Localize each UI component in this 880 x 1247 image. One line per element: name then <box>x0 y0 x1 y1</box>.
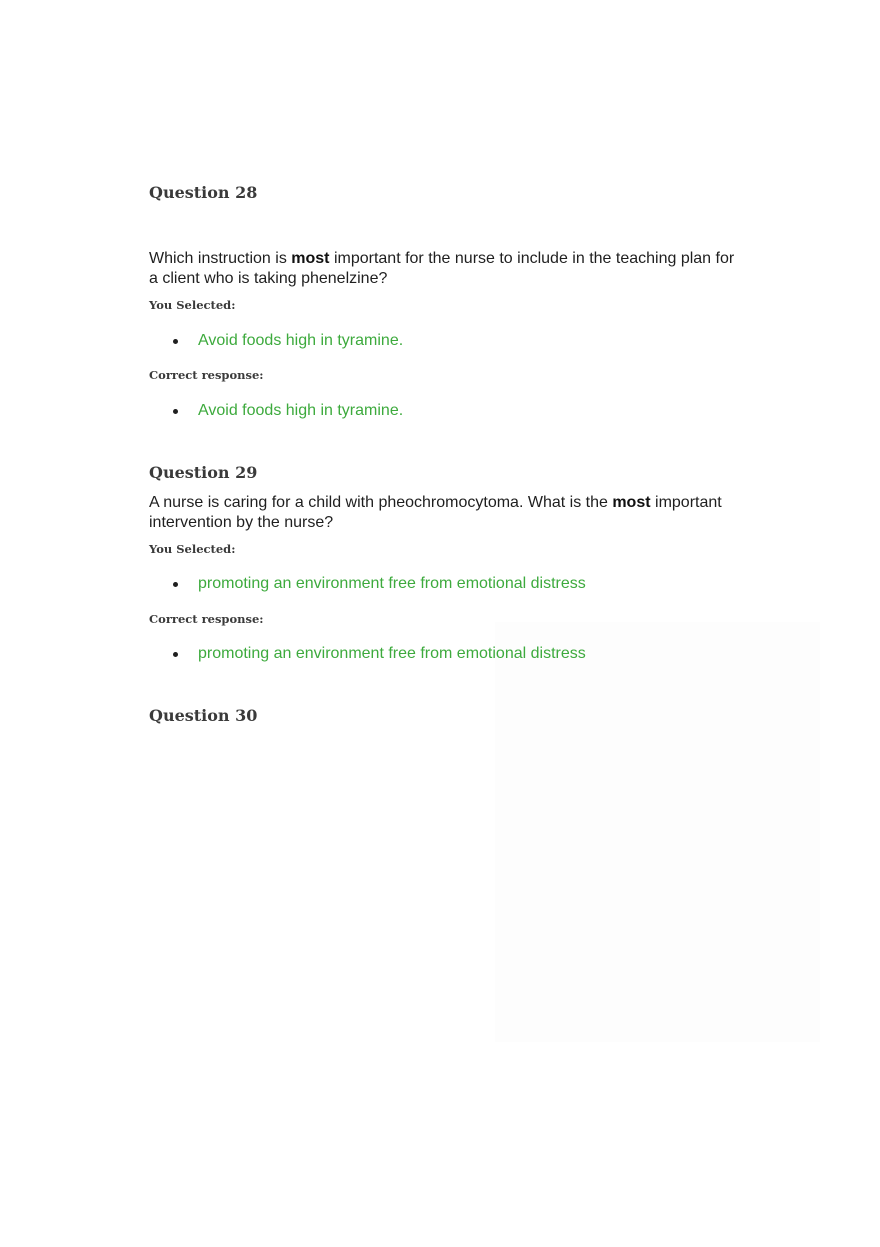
question-29-correct-label: Correct response: <box>149 612 264 626</box>
bullet-icon <box>173 409 178 414</box>
question-28-emphasis: most <box>291 250 330 267</box>
question-29-selected-answer: promoting an environment free from emotional distress <box>198 575 586 592</box>
question-28-text <box>149 249 739 289</box>
question-28-selected-label: You Selected: <box>149 298 236 312</box>
question-28-correct-item <box>170 401 404 421</box>
question-29-heading: Question 29 <box>149 463 258 482</box>
question-29-text <box>149 493 739 533</box>
bullet-icon <box>173 652 178 657</box>
question-29-selected-item <box>170 574 586 594</box>
question-30-heading: Question 30 <box>149 706 258 725</box>
question-29-text-part-1: A nurse is caring for a child with pheochromocytoma. What is the <box>149 494 613 511</box>
question-28-selected-answer: Avoid foods high in tyramine. <box>198 332 404 349</box>
question-29-emphasis: most <box>612 494 651 511</box>
question-28-heading: Question 28 <box>149 183 258 202</box>
question-29-correct-item <box>170 644 586 664</box>
faint-background-panel <box>495 622 820 1042</box>
question-28-text-part-2: important for the nurse to include in the teaching plan for a client who is taking phenelzine? <box>149 250 735 287</box>
question-28-selected-item <box>170 331 404 351</box>
question-28-correct-answer: Avoid foods high in tyramine. <box>198 402 404 419</box>
question-28-correct-label: Correct response: <box>149 368 264 382</box>
question-29-correct-answer: promoting an environment free from emotional distress <box>198 645 586 662</box>
bullet-icon <box>173 339 178 344</box>
question-28-text-part-1: Which instruction is <box>149 250 292 267</box>
bullet-icon <box>173 582 178 587</box>
question-29-text-part-2: important intervention by the nurse? <box>149 494 722 531</box>
question-29-selected-label: You Selected: <box>149 542 236 556</box>
